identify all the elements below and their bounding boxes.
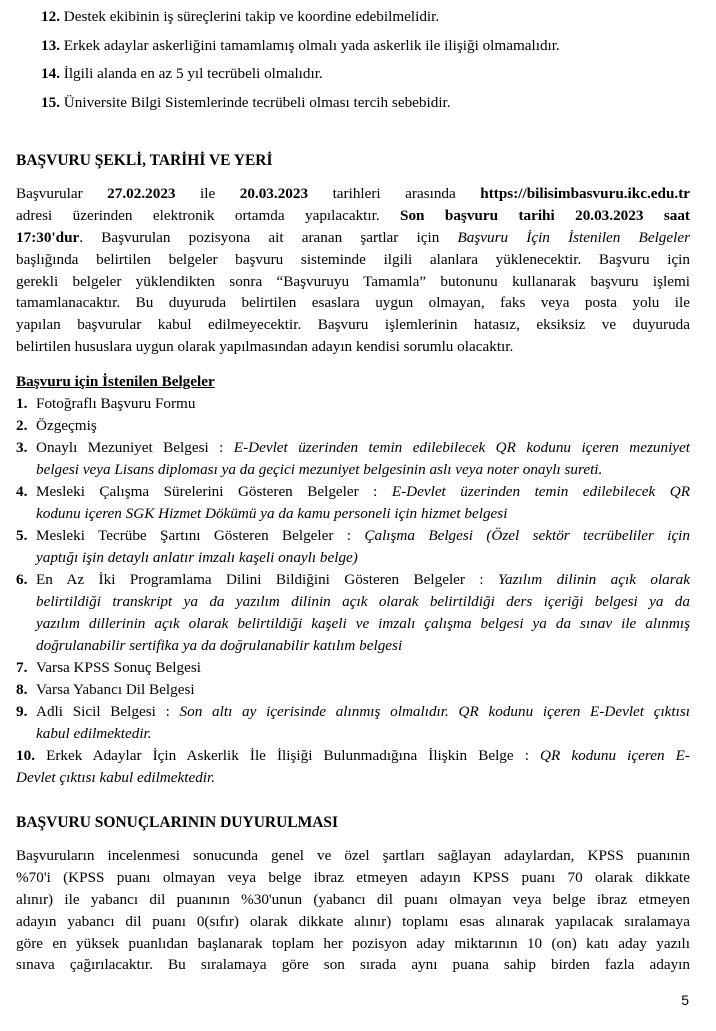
application-paragraph: Başvurular 27.02.2023 ile 20.03.2023 tarihleri arasında https://bilisimbasvuru.ikc.edu.tr adresi üzerinden elektronik ortamda yapılacaktır. Son başvuru tarihi 20.03.2023 saat 17:30'dur. Başvurulan pozisyona ait aranan şartlar için Başvuru İçin İstenilen Belgeler başlığında belirtilen belgeler başvuru sisteminde ilgili alanlara yüklenecektir. Başvuru için gerekli belgeler yüklendikten sonra “Başvuruyu Tamamla” butonunu kullanarak başvuru işlemi tamamlanacaktır. Bu duyuruda belirtilen esaslara uygun olmayan, faks veya posta yolu ile yapılan başvurular kabul edilmeyecektir. Başvuru işlemlerinin hatasız, eksiksiz ve duyuruda belirtilen hususlara uygun olarak yapılmasından adayın kendisi sorumlu olacaktır.: [16, 185, 690, 356]
list-item: 9. Adli Sicil Belgesi : Son altı ay içerisinde alınmış olmalıdır. QR kodunu içeren E-Devlet çıktısı kabul edilmektedir.: [16, 703, 690, 742]
application-url: https://bilisimbasvuru.ikc.edu.tr: [480, 185, 690, 202]
list-item: 6. En Az İki Programlama Dilini Bildiğini Gösteren Belgeler : Yazılım dilinin açık olarak belirtildiği transkript ya da yazılım dilinin açık olarak belirtildiği ders içeriği belgesi ya da yazılım dillerinin açık olarak belirtildiği kaşeli ve imzalı çalışma belgesi ya da sınav ile alınmış doğrulanabilir sertifika ya da doğrulanabilir katılım belgesi: [16, 571, 690, 654]
documents-list: [16, 393, 690, 789]
list-item: 3. Onaylı Mezuniyet Belgesi : E-Devlet üzerinden temin edilebilecek QR kodunu içeren mezuniyet belgesi veya Lisans diploması ya da geçici mezuniyet belgesinin aslı veya noter onaylı sureti.: [16, 439, 690, 478]
list-item: 15. Üniversite Bilgi Sistemlerinde tecrübeli olması tercih sebebidir.: [41, 94, 451, 112]
list-item: 2. Özgeçmiş: [16, 417, 97, 434]
section-heading: BAŞVURU SONUÇLARININ DUYURULMASI: [16, 814, 339, 831]
list-item: 12. Destek ekibinin iş süreçlerini takip ve koordine edebilmelidir.: [41, 8, 440, 25]
list-item: 1. Fotoğraflı Başvuru Formu: [16, 395, 196, 412]
list-item: 5. Mesleki Tecrübe Şartını Gösteren Belgeler : Çalışma Belgesi (Özel sektör tecrübeliler için yaptığı işin detaylı anlatır imzalı kaşeli onaylı belge): [16, 527, 690, 566]
list-item: 8. Varsa Yabancı Dil Belgesi: [16, 681, 195, 698]
list-item: 4. Mesleki Çalışma Sürelerini Gösteren Belgeler : E-Devlet üzerinden temin edilebilecek QR kodunu içeren SGK Hizmet Dökümü ya da kamu personeli için hizmet belgesi: [16, 483, 690, 522]
results-paragraph: Başvuruların incelenmesi sonucunda genel ve özel şartları sağlayan adaylardan, KPSS puanının %70'i (KPSS puanı olmayan veya belge ibraz etmeyen adayın KPSS puanı 70 olarak dikkate alınır) ile yabancı dil puanının %30'unun (yabancı dil puanı olmayan veya belge ibraz etmeyen adayın yabancı dil puanı 0(sıfır) olarak dikkate alınır) toplamı esas alınarak yapılacak sıralamaya göre en yüksek puanlıdan başlanarak toplam her pozisyon aday miktarının 10 (on) katı aday yazılı sınava çağırılacaktır. Bu sıralamaya göre son sırada aynı puana sahip birden fazla adayın: [16, 847, 690, 974]
documents-title: Başvuru için İstenilen Belgeler: [16, 373, 215, 390]
list-item: 10. Erkek Adaylar İçin Askerlik İle İlişiği Bulunmadığına İlişkin Belge : QR kodunu içeren E- Devlet çıktısı kabul edilmektedir.: [16, 747, 690, 786]
requirements-list: [41, 3, 661, 118]
list-item: 14. İlgili alanda en az 5 yıl tecrübeli olmalıdır.: [41, 65, 323, 83]
section-heading: BAŞVURU ŞEKLİ, TARİHİ VE YERİ: [16, 152, 273, 169]
page-number: 5: [681, 992, 689, 1008]
list-item: 13. Erkek adaylar askerliğini tamamlamış olmalı yada askerlik ile ilişiği olmamalıdır.: [41, 36, 560, 54]
list-item: 7. Varsa KPSS Sonuç Belgesi: [16, 659, 201, 676]
